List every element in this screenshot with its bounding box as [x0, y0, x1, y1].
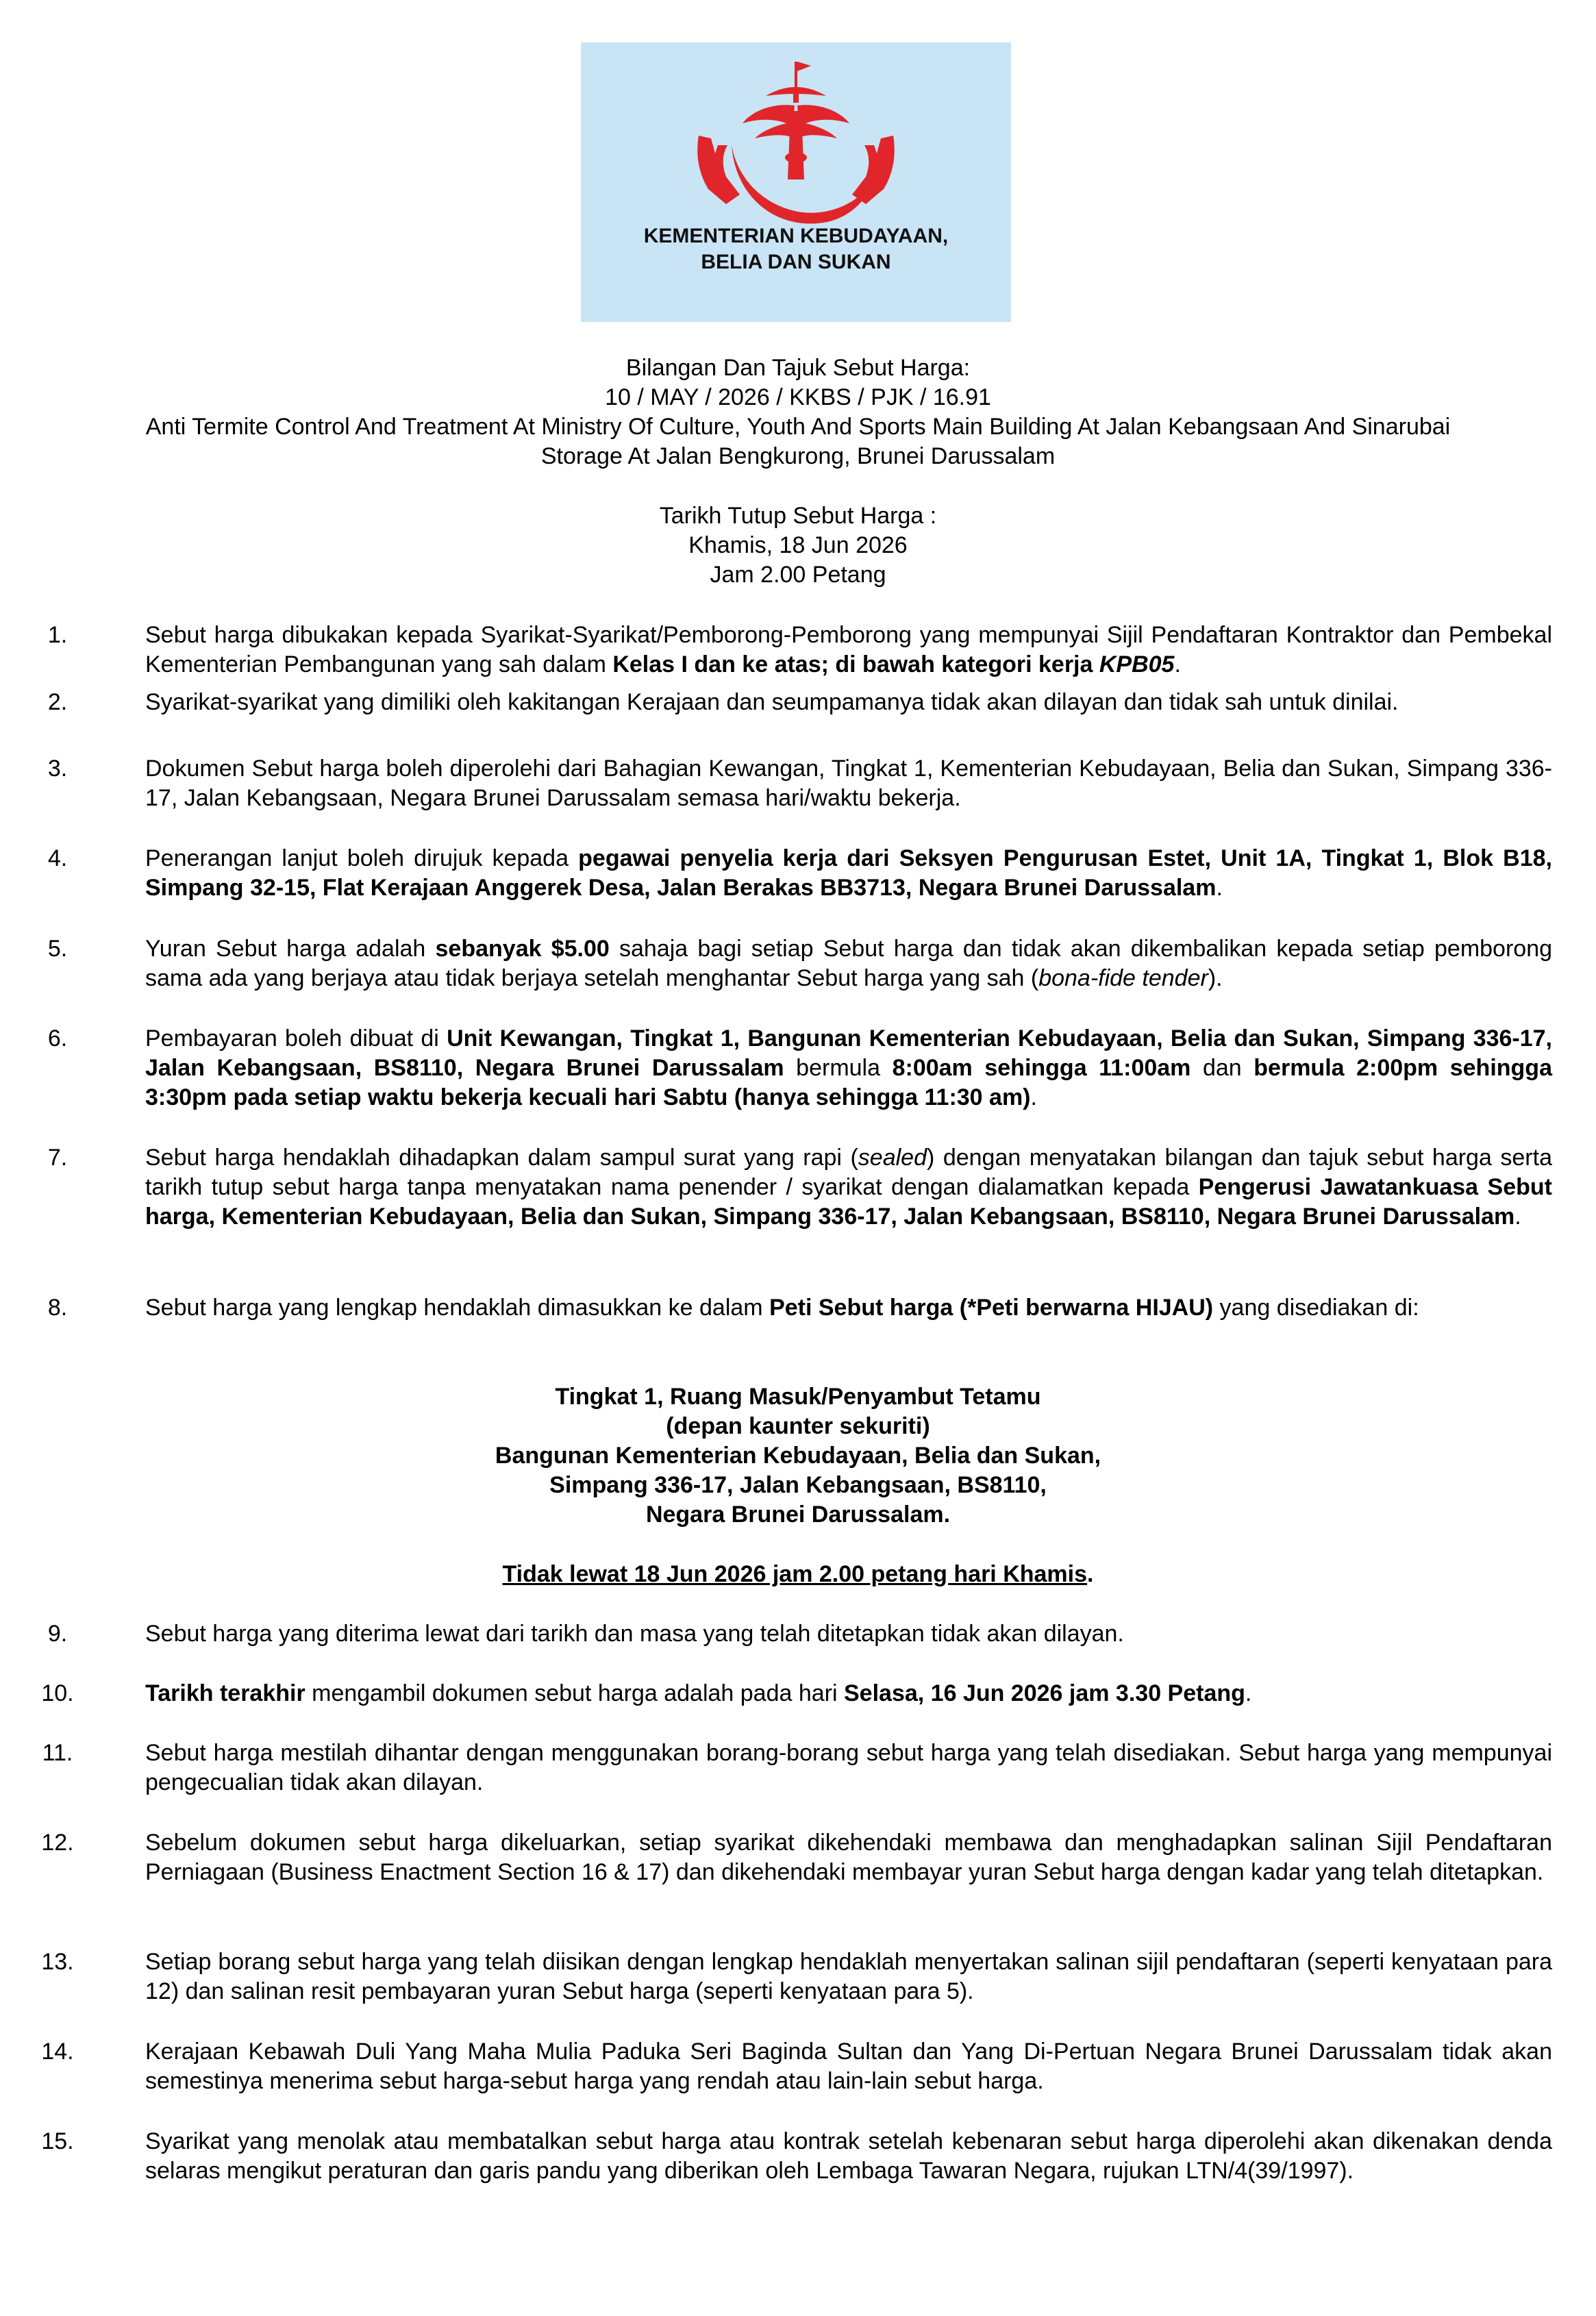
brunei-crest-icon — [581, 42, 1011, 248]
clause-run: Sebut harga yang diterima lewat dari tarikh dan masa yang telah ditetapkan tidak akan dilayan. — [145, 1621, 1124, 1647]
clause-number: 9. — [47, 1621, 68, 1647]
clause-run: sahaja bagi setiap Sebut harga dan tidak akan dikembalikan kepada setiap pemborong sama ada yang berjaya atau tidak berjaya setelah menghantar Sebut harga yang sah ( — [145, 936, 1553, 991]
clause-run: Syarikat-syarikat yang dimiliki oleh kakitangan Kerajaan dan seumpamanya tidak akan dilayan dan tidak sah untuk dinilai. — [145, 689, 1399, 715]
clause-number: 10. — [41, 1680, 74, 1706]
clause-run: Kerajaan Kebawah Duli Yang Maha Mulia Paduka Seri Baginda Sultan dan Yang Di-Pertuan Negara Brunei Darussalam tidak akan semestinya menerima sebut harga-sebut harga yang rendah atau lain-lain sebut harga. — [145, 2039, 1552, 2094]
clause-emphasis: Peti Sebut harga (*Peti berwarna HIJAU) — [769, 1295, 1214, 1321]
clause-emphasis: KPB05 — [1099, 651, 1175, 677]
clause-emphasis: Kelas I dan ke atas; di bawah kategori kerja — [612, 651, 1099, 677]
clause-text — [145, 1828, 1552, 1887]
clause-number: 14. — [41, 2039, 74, 2065]
deadline-suffix: . — [1087, 1561, 1094, 1587]
clause-run: Sebut harga hendaklah dihadapkan dalam sampul surat yang rapi ( — [145, 1145, 858, 1171]
clause-text — [145, 1739, 1552, 1797]
address-line-1: Tingkat 1, Ruang Masuk/Penyambut Tetamu — [555, 1384, 1041, 1410]
clause-text — [145, 1024, 1552, 1112]
clause-number: 11. — [42, 1740, 73, 1766]
address-line-5: Negara Brunei Darussalam. — [645, 1502, 951, 1528]
clause-number: 2. — [47, 689, 68, 715]
clause-text — [145, 2037, 1552, 2096]
clause-number: 3. — [47, 756, 68, 782]
clause-number: 5. — [47, 936, 68, 962]
clause-emphasis: Unit Kewangan, Tingkat 1, Bangunan Kementerian Kebudayaan, Belia dan Sukan, Simpang 336-17, Jalan Kebangsaan, BS8110, Negara Brunei Darussalam — [145, 1025, 1553, 1081]
clause-number: 7. — [47, 1145, 68, 1171]
clause-run: Setiap borang sebut harga yang telah diisikan dengan lengkap hendaklah menyertakan salinan sijil pendaftaran (seperti kenyataan para 12) dan salinan resit pembayaran yuran Sebut harga (seperti kenyataan para 5). — [145, 1949, 1552, 2004]
ref-title: Bilangan Dan Tajuk Sebut Harga: — [625, 355, 971, 381]
clause-run: . — [1030, 1084, 1037, 1110]
deadline-note — [274, 1560, 1322, 1589]
clause-run: Penerangan lanjut boleh dirujuk kepada — [145, 845, 579, 871]
clause-emphasis: pegawai penyelia kerja dari Seksyen Pengurusan Estet, Unit 1A, Tingkat 1, Blok B18, Simpang 32-15, Flat Kerajaan Anggerek Desa, Jalan Berakas BB3713, Negara Brunei Darussalam — [145, 845, 1553, 901]
clause-text — [145, 1619, 1552, 1649]
clause-number: 13. — [41, 1949, 74, 1975]
project-title-line1: Anti Termite Control And Treatment At Ministry Of Culture, Youth And Sports Main Building At Jalan Kebangsaan And Sinarubai — [145, 414, 1451, 440]
clause-run: bermula — [784, 1055, 893, 1081]
clause-text — [145, 1947, 1552, 2006]
clause-number: 15. — [41, 2128, 74, 2154]
ref-number: 10 / MAY / 2026 / KKBS / PJK / 16.91 — [605, 384, 991, 410]
clause-run: yang disediakan di: — [1213, 1295, 1419, 1321]
clause-text — [145, 1143, 1552, 1232]
closing-time: Jam 2.00 Petang — [710, 562, 886, 588]
clause-text — [145, 2127, 1552, 2186]
clause-number: 12. — [41, 1830, 74, 1856]
clause-text — [145, 754, 1552, 813]
clause-run: Syarikat yang menolak atau membatalkan sebut harga atau kontrak setelah kebenaran sebut harga diperolehi akan dikenakan denda selaras mengikut peraturan dan garis pandu yang diberikan oleh Lembaga Tawaran Negara, rujukan LTN/4(39/1997). — [145, 2128, 1552, 2184]
clause-run: Pembayaran boleh dibuat di — [145, 1025, 447, 1051]
clause-emphasis: 8:00am sehingga 11:00am — [892, 1055, 1191, 1081]
clause-text — [145, 934, 1552, 993]
clause-text — [145, 1293, 1552, 1323]
clause-emphasis: Tarikh terakhir — [145, 1680, 306, 1706]
clause-run: Sebut harga mestilah dihantar dengan menggunakan borang-borang sebut harga yang telah disediakan. Sebut harga yang mempunyai pengecualian tidak akan dilayan. — [145, 1740, 1552, 1795]
clause-run: Yuran Sebut harga adalah — [145, 936, 436, 962]
clause-emphasis: Selasa, 16 Jun 2026 jam 3.30 Petang — [844, 1680, 1245, 1706]
clause-run: . — [1514, 1204, 1521, 1230]
clause-run: . — [1245, 1680, 1252, 1706]
project-title-line2: Storage At Jalan Bengkurong, Brunei Darussalam — [540, 443, 1056, 469]
clause-text — [145, 844, 1552, 903]
closing-date: Khamis, 18 Jun 2026 — [688, 532, 908, 558]
clause-run: mengambil dokumen sebut harga adalah pada hari — [305, 1680, 844, 1706]
address-line-2: (depan kaunter sekuriti) — [666, 1413, 930, 1439]
deadline-text: Tidak lewat 18 Jun 2026 jam 2.00 petang hari Khamis — [502, 1561, 1088, 1587]
closing-title: Tarikh Tutup Sebut Harga : — [659, 503, 937, 529]
clause-run: ) dengan menyatakan bilangan dan tajuk sebut harga serta tarikh tutup sebut harga tanpa menyatakan nama penender / syarikat dengan dialamatkan kepada — [145, 1145, 1552, 1200]
ministry-name-line2: BELIA DAN SUKAN — [701, 251, 891, 273]
ministry-name-line1: KEMENTERIAN KEBUDAYAAN, — [643, 225, 949, 247]
clause-text — [145, 688, 1552, 717]
clause-text — [145, 1679, 1552, 1708]
clause-emphasis: sealed — [858, 1145, 927, 1171]
clause-run: ). — [1208, 965, 1223, 991]
clause-emphasis — [1099, 651, 1175, 677]
address-line-4: Simpang 336-17, Jalan Kebangsaan, BS8110, — [549, 1472, 1047, 1498]
ministry-logo — [581, 42, 1011, 322]
clause-run: . — [1174, 651, 1181, 677]
clause-run: dan — [1190, 1055, 1254, 1081]
clause-run: Dokumen Sebut harga boleh diperolehi dari Bahagian Kewangan, Tingkat 1, Kementerian Kebudayaan, Belia dan Sukan, Simpang 336-17, Jalan Kebangsaan, Negara Brunei Darussalam semasa hari/waktu bekerja. — [145, 756, 1552, 811]
clause-run: Sebut harga dibukakan kepada Syarikat-Syarikat/Pemborong-Pemborong yang mempunyai Sijil Pendaftaran Kontraktor dan Pembekal Kementerian Pembangunan yang sah dalam — [145, 622, 1552, 677]
address-line-3: Bangunan Kementerian Kebudayaan, Belia dan Sukan, — [495, 1443, 1101, 1469]
clause-number: 6. — [47, 1025, 68, 1051]
clause-emphasis: Pengerusi Jawatankuasa Sebut harga, Kementerian Kebudayaan, Belia dan Sukan, Simpang 336-17, Jalan Kebangsaan, BS8110, Negara Brunei Darussalam — [145, 1174, 1552, 1230]
clause-run: . — [1216, 875, 1223, 901]
clause-number: 4. — [47, 845, 68, 871]
clause-emphasis: bona-fide tender — [1038, 965, 1208, 991]
clause-emphasis: sebanyak $5.00 — [435, 936, 610, 962]
clause-run: Sebelum dokumen sebut harga dikeluarkan, setiap syarikat dikehendaki membawa dan menghadapkan salinan Sijil Pendaftaran Perniagaan (Business Enactment Section 16 & 17) dan dikehendaki membayar yuran Sebut harga dengan kadar yang telah ditetapkan. — [145, 1830, 1552, 1885]
clause-run: Sebut harga yang lengkap hendaklah dimasukkan ke dalam — [145, 1295, 770, 1321]
clause-text — [145, 621, 1552, 680]
clause-number: 8. — [47, 1295, 68, 1321]
clause-emphasis: bermula 2:00pm sehingga 3:30pm pada setiap waktu bekerja kecuali hari Sabtu (hanya sehingga 11:30 am) — [145, 1055, 1552, 1110]
clause-number: 1. — [47, 622, 68, 648]
